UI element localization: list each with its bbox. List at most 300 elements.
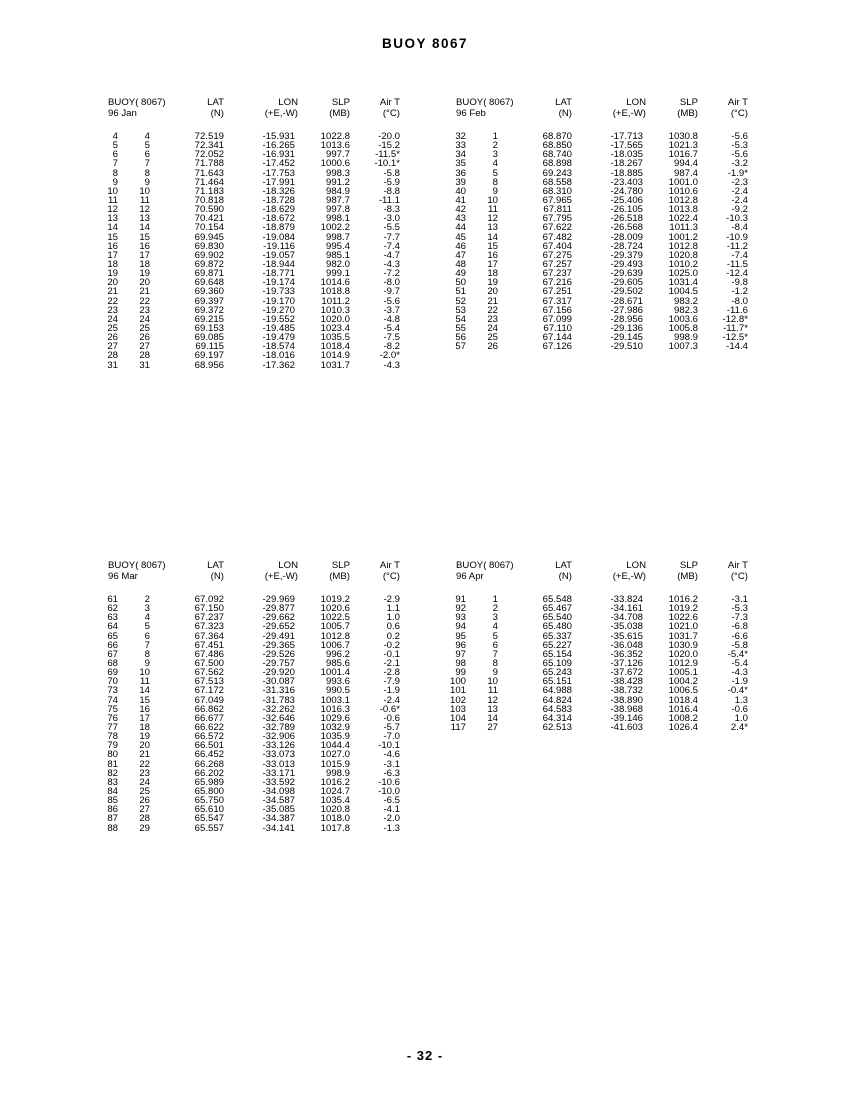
cell-longitude: -33.013 bbox=[262, 758, 295, 770]
cell-air-temperature: -9.2 bbox=[731, 204, 748, 216]
cell-day: 4 bbox=[144, 131, 150, 142]
cell-record-index: 75 bbox=[107, 703, 118, 715]
cell-day: 5 bbox=[144, 140, 150, 152]
column-header-lat: LAT bbox=[555, 97, 572, 108]
cell-sea-level-pressure: 1020.8 bbox=[668, 249, 698, 261]
cell-longitude: -34.098 bbox=[262, 785, 295, 797]
cell-day: 6 bbox=[492, 639, 498, 651]
cell-day: 17 bbox=[487, 258, 498, 270]
cell-sea-level-pressure: 990.5 bbox=[325, 685, 350, 697]
cell-latitude: 67.317 bbox=[542, 295, 572, 307]
cell-longitude: -31.316 bbox=[262, 685, 295, 697]
cell-air-temperature: -6.5 bbox=[383, 795, 400, 807]
cell-record-index: 25 bbox=[107, 322, 118, 334]
cell-longitude: -33.073 bbox=[262, 749, 295, 761]
cell-sea-level-pressure: 1005.8 bbox=[668, 322, 698, 334]
cell-record-index: 33 bbox=[455, 140, 466, 152]
cell-longitude: -38.968 bbox=[610, 703, 643, 715]
cell-latitude: 68.956 bbox=[194, 359, 224, 371]
cell-record-index: 117 bbox=[450, 721, 466, 733]
cell-record-index: 103 bbox=[449, 703, 466, 715]
cell-air-temperature: -7.4 bbox=[383, 240, 400, 252]
cell-latitude: 68.310 bbox=[542, 185, 572, 197]
column-unit: (N) bbox=[558, 571, 572, 582]
cell-day: 15 bbox=[139, 231, 150, 243]
cell-record-index: 51 bbox=[455, 286, 466, 298]
cell-air-temperature: -4.3 bbox=[383, 359, 400, 371]
column-unit: (MB) bbox=[329, 571, 350, 582]
cell-sea-level-pressure: 1016.3 bbox=[320, 703, 350, 715]
cell-record-index: 24 bbox=[107, 313, 118, 325]
cell-longitude: -29.757 bbox=[262, 657, 295, 669]
cell-record-index: 97 bbox=[455, 648, 466, 660]
cell-sea-level-pressure: 1018.0 bbox=[320, 813, 350, 825]
cell-longitude: -38.428 bbox=[610, 676, 643, 688]
cell-sea-level-pressure: 1022.8 bbox=[320, 131, 350, 142]
period-label: 96 Jan bbox=[108, 108, 137, 119]
cell-day: 11 bbox=[488, 685, 498, 697]
cell-sea-level-pressure: 1027.0 bbox=[320, 749, 350, 761]
column-unit: (°C) bbox=[382, 108, 400, 119]
cell-sea-level-pressure: 1023.4 bbox=[320, 322, 350, 334]
cell-day: 22 bbox=[487, 304, 498, 316]
cell-longitude: -39.146 bbox=[610, 712, 643, 724]
cell-sea-level-pressure: 1001.0 bbox=[668, 176, 698, 188]
cell-longitude: -29.526 bbox=[262, 648, 295, 660]
cell-day: 5 bbox=[492, 630, 498, 642]
cell-record-index: 35 bbox=[455, 158, 466, 170]
cell-longitude: -36.048 bbox=[610, 639, 643, 651]
cell-air-temperature: -6.3 bbox=[383, 767, 400, 779]
cell-longitude: -15.931 bbox=[262, 131, 295, 142]
cell-longitude: -29.136 bbox=[610, 322, 643, 334]
cell-day: 16 bbox=[139, 703, 150, 715]
cell-longitude: -36.352 bbox=[610, 648, 643, 660]
cell-day: 19 bbox=[139, 731, 150, 743]
cell-longitude: -29.502 bbox=[610, 286, 643, 298]
table-body bbox=[100, 595, 450, 833]
cell-latitude: 69.243 bbox=[542, 167, 572, 179]
cell-latitude: 67.092 bbox=[194, 594, 224, 605]
cell-latitude: 65.548 bbox=[542, 594, 572, 605]
cell-sea-level-pressure: 1005.1 bbox=[668, 667, 698, 679]
cell-air-temperature: -11.6 bbox=[726, 304, 748, 316]
cell-air-temperature: -8.0 bbox=[731, 295, 748, 307]
cell-day: 5 bbox=[144, 621, 150, 633]
cell-record-index: 70 bbox=[107, 676, 118, 688]
cell-longitude: -32.262 bbox=[262, 703, 295, 715]
cell-day: 6 bbox=[144, 630, 150, 642]
cell-day: 31 bbox=[139, 359, 150, 371]
cell-air-temperature: -9.8 bbox=[731, 277, 748, 289]
column-header-lat: LAT bbox=[207, 97, 224, 108]
data-table-jan bbox=[100, 97, 450, 427]
cell-sea-level-pressure: 985.6 bbox=[325, 657, 350, 669]
cell-day: 20 bbox=[139, 740, 150, 752]
cell-day: 22 bbox=[139, 758, 150, 770]
cell-sea-level-pressure: 1019.2 bbox=[668, 603, 698, 615]
cell-latitude: 68.740 bbox=[542, 149, 572, 161]
cell-sea-level-pressure: 1044.4 bbox=[320, 740, 350, 752]
cell-air-temperature: -5.3 bbox=[731, 140, 748, 152]
cell-sea-level-pressure: 1013.8 bbox=[668, 204, 698, 216]
cell-latitude: 68.558 bbox=[542, 176, 572, 188]
cell-record-index: 50 bbox=[455, 277, 466, 289]
cell-sea-level-pressure: 1015.9 bbox=[320, 758, 350, 770]
cell-air-temperature: -3.2 bbox=[731, 158, 748, 170]
cell-air-temperature: -0.6* bbox=[379, 703, 400, 715]
column-header-air-t: Air T bbox=[379, 560, 400, 571]
cell-latitude: 67.486 bbox=[194, 648, 224, 660]
cell-sea-level-pressure: 999.1 bbox=[325, 268, 350, 280]
cell-day: 12 bbox=[487, 694, 498, 706]
cell-longitude: -19.116 bbox=[263, 240, 295, 252]
cell-latitude: 66.622 bbox=[194, 721, 224, 733]
cell-longitude: -19.170 bbox=[262, 295, 295, 307]
cell-latitude: 67.237 bbox=[542, 268, 572, 280]
cell-longitude: -29.877 bbox=[262, 603, 295, 615]
cell-latitude: 66.268 bbox=[194, 758, 224, 770]
cell-longitude: -35.038 bbox=[610, 621, 643, 633]
cell-air-temperature: -4.7 bbox=[383, 249, 400, 261]
cell-air-temperature: -8.4 bbox=[731, 222, 748, 234]
cell-sea-level-pressure: 1016.4 bbox=[668, 703, 698, 715]
cell-latitude: 65.557 bbox=[194, 822, 224, 834]
cell-sea-level-pressure: 998.3 bbox=[325, 167, 350, 179]
cell-longitude: -19.057 bbox=[262, 249, 295, 261]
cell-longitude: -28.724 bbox=[610, 240, 643, 252]
cell-day: 18 bbox=[139, 721, 150, 733]
cell-latitude: 69.153 bbox=[194, 322, 224, 334]
cell-record-index: 92 bbox=[455, 603, 466, 615]
cell-record-index: 96 bbox=[455, 639, 466, 651]
table-body bbox=[448, 595, 798, 732]
table-row bbox=[448, 342, 798, 351]
cell-record-index: 81 bbox=[107, 758, 118, 770]
cell-record-index: 86 bbox=[107, 804, 118, 816]
cell-longitude: -18.672 bbox=[262, 213, 295, 225]
column-header-slp: SLP bbox=[331, 560, 350, 571]
cell-sea-level-pressure: 1031.4 bbox=[668, 277, 698, 289]
cell-latitude: 67.482 bbox=[542, 231, 572, 243]
cell-longitude: -17.713 bbox=[610, 131, 643, 142]
cell-day: 4 bbox=[144, 612, 150, 624]
cell-record-index: 42 bbox=[455, 204, 466, 216]
cell-record-index: 36 bbox=[455, 167, 466, 179]
cell-day: 27 bbox=[139, 804, 150, 816]
cell-air-temperature: -4.6 bbox=[383, 749, 400, 761]
column-header-air-t: Air T bbox=[379, 97, 400, 108]
cell-day: 9 bbox=[492, 667, 498, 679]
cell-latitude: 68.870 bbox=[542, 131, 572, 142]
cell-latitude: 69.372 bbox=[194, 304, 224, 316]
cell-sea-level-pressure: 1018.8 bbox=[320, 286, 350, 298]
cell-sea-level-pressure: 1016.7 bbox=[668, 149, 698, 161]
cell-latitude: 65.109 bbox=[542, 657, 572, 669]
cell-longitude: -34.708 bbox=[610, 612, 643, 624]
cell-sea-level-pressure: 994.4 bbox=[673, 158, 698, 170]
cell-longitude: -26.105 bbox=[610, 204, 643, 216]
cell-air-temperature: -4.3 bbox=[731, 667, 748, 679]
cell-day: 4 bbox=[492, 621, 498, 633]
cell-air-temperature: -1.9 bbox=[383, 685, 400, 697]
cell-longitude: -38.732 bbox=[610, 685, 643, 697]
cell-record-index: 91 bbox=[455, 594, 466, 605]
cell-longitude: -33.126 bbox=[262, 740, 295, 752]
cell-latitude: 65.467 bbox=[542, 603, 572, 615]
cell-air-temperature: -10.3 bbox=[726, 213, 748, 225]
cell-air-temperature: -7.0 bbox=[383, 731, 400, 743]
column-unit: (+E,-W) bbox=[612, 108, 646, 119]
cell-day: 2 bbox=[492, 603, 498, 615]
cell-day: 14 bbox=[139, 685, 150, 697]
cell-day: 28 bbox=[139, 350, 150, 362]
cell-sea-level-pressure: 1019.2 bbox=[320, 594, 350, 605]
cell-sea-level-pressure: 984.9 bbox=[325, 185, 350, 197]
cell-latitude: 68.898 bbox=[542, 158, 572, 170]
cell-latitude: 65.540 bbox=[542, 612, 572, 624]
table-row bbox=[100, 824, 450, 833]
cell-sea-level-pressure: 997.7 bbox=[325, 149, 350, 161]
cell-record-index: 9 bbox=[112, 176, 118, 188]
cell-air-temperature: -0.6 bbox=[383, 712, 400, 724]
cell-air-temperature: -1.3 bbox=[383, 822, 400, 834]
cell-longitude: -33.592 bbox=[262, 776, 295, 788]
cell-sea-level-pressure: 985.1 bbox=[325, 249, 350, 261]
cell-latitude: 64.824 bbox=[542, 694, 572, 706]
cell-day: 2 bbox=[492, 140, 498, 152]
cell-longitude: -19.174 bbox=[262, 277, 295, 289]
cell-latitude: 67.150 bbox=[194, 603, 224, 615]
cell-air-temperature: 2.4* bbox=[730, 721, 748, 733]
table-header bbox=[448, 97, 798, 119]
cell-air-temperature: -12.4 bbox=[726, 268, 748, 280]
cell-air-temperature: -12.8* bbox=[722, 313, 748, 325]
cell-air-temperature: -3.0 bbox=[383, 213, 400, 225]
cell-air-temperature: -1.9* bbox=[727, 167, 748, 179]
cell-sea-level-pressure: 996.2 bbox=[325, 648, 350, 660]
table-body bbox=[448, 132, 798, 351]
cell-latitude: 69.648 bbox=[194, 277, 224, 289]
cell-record-index: 7 bbox=[112, 158, 118, 170]
cell-air-temperature: -4.3 bbox=[383, 258, 400, 270]
cell-air-temperature: -1.2 bbox=[731, 286, 748, 298]
cell-sea-level-pressure: 1013.6 bbox=[320, 140, 350, 152]
cell-sea-level-pressure: 1012.9 bbox=[668, 657, 698, 669]
cell-longitude: -26.518 bbox=[610, 213, 643, 225]
cell-air-temperature: -2.4 bbox=[731, 185, 748, 197]
cell-sea-level-pressure: 1008.2 bbox=[668, 712, 698, 724]
cell-latitude: 67.126 bbox=[542, 341, 572, 353]
cell-sea-level-pressure: 1002.2 bbox=[320, 222, 350, 234]
cell-latitude: 62.513 bbox=[542, 721, 572, 733]
header-row-units bbox=[100, 108, 450, 119]
column-header-slp: SLP bbox=[679, 97, 698, 108]
header-row-labels bbox=[448, 97, 798, 108]
cell-longitude: -18.574 bbox=[262, 341, 295, 353]
cell-sea-level-pressure: 1020.8 bbox=[320, 804, 350, 816]
cell-record-index: 61 bbox=[107, 594, 118, 605]
header-row-labels bbox=[100, 97, 450, 108]
cell-sea-level-pressure: 1001.4 bbox=[320, 667, 350, 679]
cell-longitude: -18.771 bbox=[262, 268, 295, 280]
cell-record-index: 27 bbox=[107, 341, 118, 353]
column-header-lon: LON bbox=[626, 97, 646, 108]
cell-day: 13 bbox=[487, 703, 498, 715]
cell-day: 26 bbox=[139, 795, 150, 807]
cell-record-index: 83 bbox=[107, 776, 118, 788]
table-row bbox=[100, 361, 450, 370]
cell-sea-level-pressure: 1029.6 bbox=[320, 712, 350, 724]
cell-latitude: 65.750 bbox=[194, 795, 224, 807]
cell-day: 26 bbox=[139, 332, 150, 344]
cell-air-temperature: -5.6 bbox=[731, 131, 748, 142]
cell-record-index: 19 bbox=[107, 268, 118, 280]
cell-record-index: 28 bbox=[107, 350, 118, 362]
cell-sea-level-pressure: 1011.2 bbox=[321, 295, 350, 307]
cell-record-index: 15 bbox=[107, 231, 118, 243]
cell-latitude: 69.872 bbox=[194, 258, 224, 270]
cell-latitude: 65.151 bbox=[542, 676, 572, 688]
cell-longitude: -19.485 bbox=[262, 322, 295, 334]
cell-latitude: 72.519 bbox=[194, 131, 224, 142]
cell-sea-level-pressure: 1035.9 bbox=[320, 731, 350, 743]
cell-air-temperature: -5.7 bbox=[383, 721, 400, 733]
cell-day: 3 bbox=[492, 149, 498, 161]
cell-record-index: 55 bbox=[455, 322, 466, 334]
cell-longitude: -29.652 bbox=[262, 621, 295, 633]
cell-sea-level-pressure: 1024.7 bbox=[320, 785, 350, 797]
cell-sea-level-pressure: 1031.7 bbox=[668, 630, 698, 642]
column-header-slp: SLP bbox=[331, 97, 350, 108]
cell-latitude: 66.452 bbox=[194, 749, 224, 761]
cell-air-temperature: 1.0 bbox=[386, 612, 400, 624]
cell-longitude: -29.365 bbox=[262, 639, 295, 651]
cell-longitude: -31.783 bbox=[262, 694, 295, 706]
cell-day: 24 bbox=[139, 313, 150, 325]
cell-day: 7 bbox=[144, 639, 150, 651]
cell-air-temperature: -2.9 bbox=[383, 594, 400, 605]
cell-day: 17 bbox=[139, 712, 150, 724]
cell-air-temperature: -0.6 bbox=[731, 703, 748, 715]
cell-sea-level-pressure: 1030.9 bbox=[668, 639, 698, 651]
cell-air-temperature: -10.6 bbox=[378, 776, 400, 788]
cell-sea-level-pressure: 1025.0 bbox=[668, 268, 698, 280]
cell-sea-level-pressure: 1017.8 bbox=[320, 822, 350, 834]
cell-record-index: 17 bbox=[107, 249, 118, 261]
cell-air-temperature: -0.1 bbox=[383, 648, 400, 660]
table-row bbox=[448, 723, 798, 732]
cell-latitude: 67.811 bbox=[543, 204, 572, 216]
cell-latitude: 65.154 bbox=[542, 648, 572, 660]
column-unit: (MB) bbox=[329, 108, 350, 119]
column-header-lat: LAT bbox=[207, 560, 224, 571]
cell-air-temperature: -11.2 bbox=[726, 240, 748, 252]
cell-air-temperature: -10.1* bbox=[374, 158, 400, 170]
cell-record-index: 20 bbox=[107, 277, 118, 289]
buoy-label: BUOY( 8067) bbox=[108, 97, 166, 108]
header-row-labels bbox=[100, 560, 450, 571]
cell-longitude: -37.672 bbox=[610, 667, 643, 679]
cell-latitude: 67.144 bbox=[542, 332, 572, 344]
column-header-lon: LON bbox=[278, 560, 298, 571]
cell-latitude: 65.480 bbox=[542, 621, 572, 633]
cell-day: 8 bbox=[144, 648, 150, 660]
cell-latitude: 65.610 bbox=[194, 804, 224, 816]
cell-latitude: 72.341 bbox=[194, 140, 224, 152]
cell-record-index: 93 bbox=[455, 612, 466, 624]
cell-latitude: 69.085 bbox=[194, 332, 224, 344]
cell-day: 7 bbox=[492, 648, 498, 660]
cell-latitude: 67.110 bbox=[543, 322, 572, 334]
cell-record-index: 69 bbox=[107, 667, 118, 679]
column-unit: (+E,-W) bbox=[264, 108, 298, 119]
cell-sea-level-pressure: 998.7 bbox=[325, 231, 350, 243]
cell-latitude: 69.902 bbox=[194, 249, 224, 261]
cell-sea-level-pressure: 1012.8 bbox=[668, 194, 698, 206]
cell-day: 21 bbox=[139, 286, 150, 298]
cell-day: 11 bbox=[140, 194, 150, 206]
cell-sea-level-pressure: 1003.6 bbox=[668, 313, 698, 325]
cell-day: 25 bbox=[139, 785, 150, 797]
cell-day: 11 bbox=[140, 676, 150, 688]
cell-longitude: -17.753 bbox=[262, 167, 295, 179]
cell-record-index: 64 bbox=[107, 621, 118, 633]
cell-record-index: 74 bbox=[107, 694, 118, 706]
column-unit: (N) bbox=[210, 571, 224, 582]
cell-record-index: 44 bbox=[455, 222, 466, 234]
cell-day: 27 bbox=[487, 721, 498, 733]
cell-day: 10 bbox=[139, 185, 150, 197]
cell-latitude: 66.572 bbox=[194, 731, 224, 743]
cell-latitude: 67.795 bbox=[542, 213, 572, 225]
cell-air-temperature: -3.1 bbox=[731, 594, 748, 605]
cell-day: 16 bbox=[487, 249, 498, 261]
cell-day: 15 bbox=[139, 694, 150, 706]
cell-day: 23 bbox=[487, 313, 498, 325]
cell-longitude: -34.161 bbox=[610, 603, 643, 615]
cell-air-temperature: -5.5 bbox=[383, 222, 400, 234]
cell-record-index: 104 bbox=[449, 712, 466, 724]
cell-day: 18 bbox=[487, 268, 498, 280]
cell-longitude: -29.662 bbox=[262, 612, 295, 624]
cell-record-index: 63 bbox=[107, 612, 118, 624]
cell-sea-level-pressure: 983.2 bbox=[673, 295, 698, 307]
cell-record-index: 57 bbox=[455, 341, 466, 353]
cell-latitude: 69.360 bbox=[194, 286, 224, 298]
cell-record-index: 34 bbox=[455, 149, 466, 161]
cell-longitude: -26.568 bbox=[610, 222, 643, 234]
cell-longitude: -33.171 bbox=[262, 767, 295, 779]
cell-air-temperature: -2.4 bbox=[731, 194, 748, 206]
cell-latitude: 67.099 bbox=[542, 313, 572, 325]
cell-record-index: 41 bbox=[455, 194, 466, 206]
cell-sea-level-pressure: 987.7 bbox=[325, 194, 350, 206]
cell-latitude: 69.397 bbox=[194, 295, 224, 307]
cell-air-temperature: -20.0 bbox=[378, 131, 400, 142]
cell-air-temperature: -8.3 bbox=[383, 204, 400, 216]
column-unit: (°C) bbox=[382, 571, 400, 582]
period-label: 96 Feb bbox=[456, 108, 486, 119]
cell-longitude: -35.085 bbox=[262, 804, 295, 816]
cell-air-temperature: -8.8 bbox=[383, 185, 400, 197]
cell-air-temperature: -5.9 bbox=[383, 176, 400, 188]
cell-sea-level-pressure: 1005.7 bbox=[320, 621, 350, 633]
column-header-lon: LON bbox=[278, 97, 298, 108]
cell-air-temperature: 1.3 bbox=[734, 694, 748, 706]
cell-record-index: 100 bbox=[449, 676, 466, 688]
cell-record-index: 73 bbox=[107, 685, 118, 697]
